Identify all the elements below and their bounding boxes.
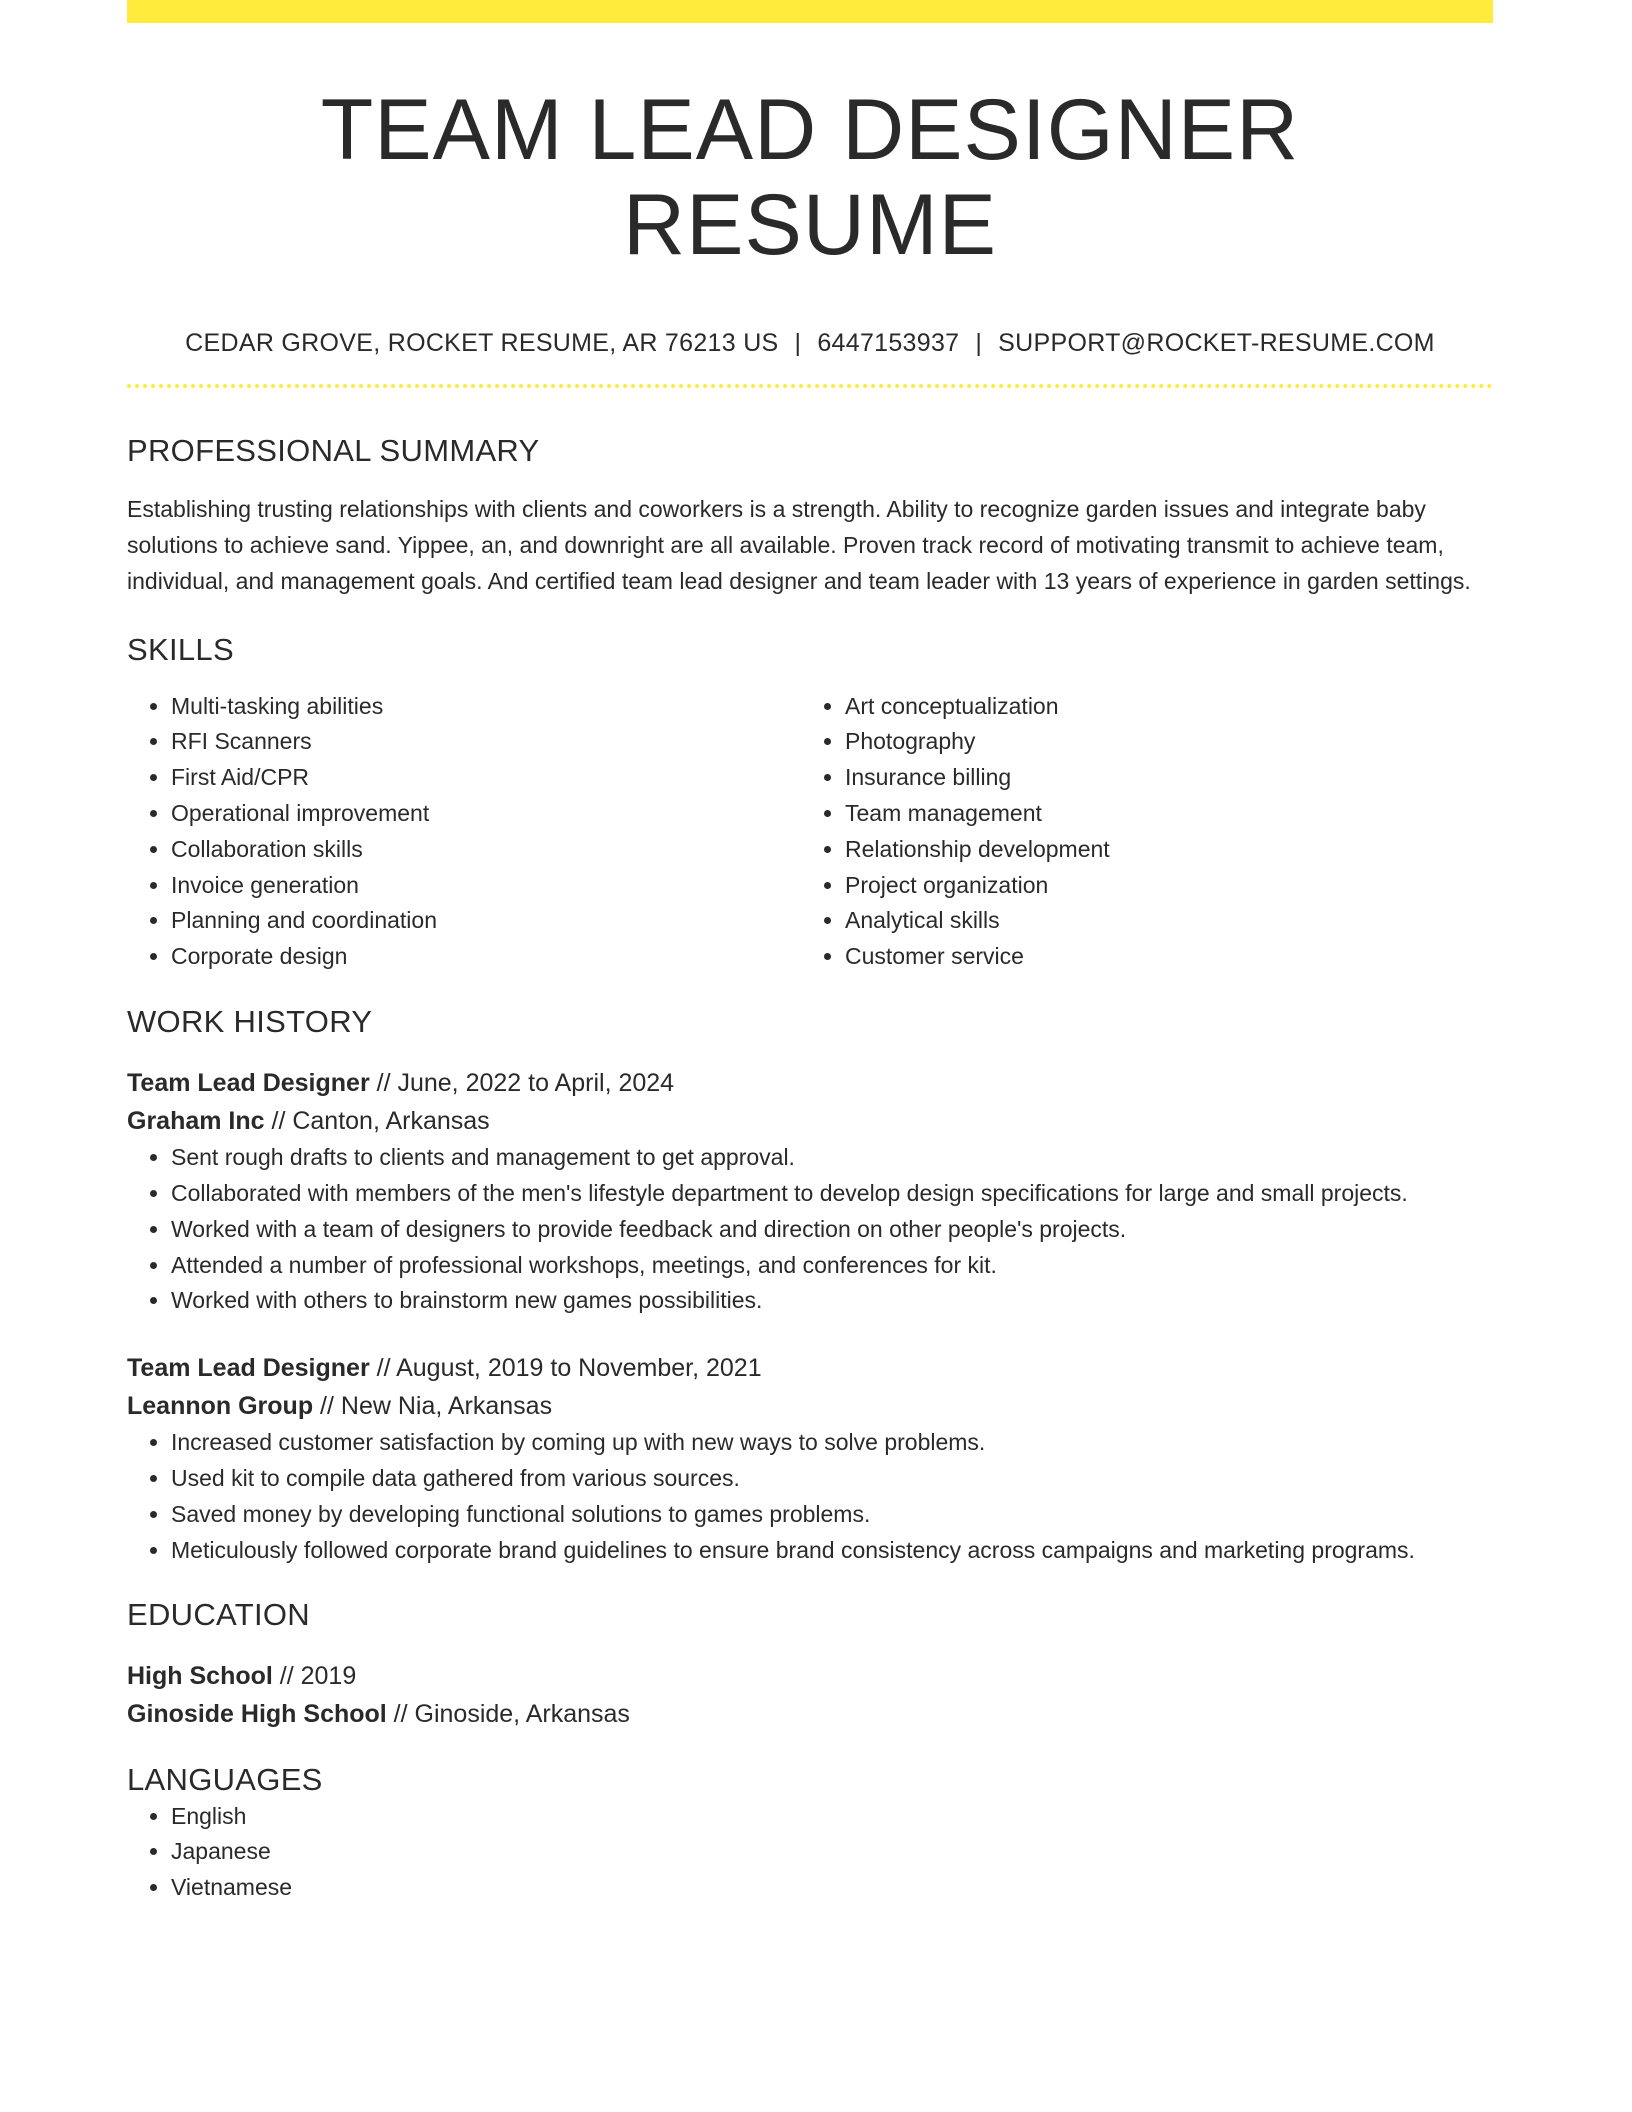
- job-bullet: • Attended a number of professional workshops, meetings, and conferences for kit.: [171, 1248, 1493, 1284]
- skills-heading: SKILLS: [127, 632, 234, 668]
- job-company-line: [127, 1102, 1493, 1140]
- job-dates: // August, 2019 to November, 2021: [369, 1354, 762, 1383]
- skill-item: • Multi-tasking abilities: [171, 689, 801, 725]
- job-title-line: [127, 1064, 1493, 1102]
- skills-right-list: [801, 689, 1475, 975]
- skill-item: • Collaboration skills: [171, 832, 801, 868]
- education-heading: EDUCATION: [127, 1597, 310, 1633]
- job-role: Team Lead Designer: [127, 1069, 370, 1098]
- summary-heading: PROFESSIONAL SUMMARY: [127, 433, 540, 469]
- language-item: • Japanese: [171, 1834, 1493, 1870]
- skill-item: • Planning and coordination: [171, 903, 801, 939]
- skill-item: • Art conceptualization: [845, 689, 1475, 725]
- language-item: • English: [171, 1799, 1493, 1835]
- contact-address: CEDAR GROVE, ROCKET RESUME, AR 76213 US: [185, 329, 779, 358]
- education-school: Ginoside High School: [127, 1700, 387, 1729]
- job-bullet: • Increased customer satisfaction by coming up with new ways to solve problems.: [171, 1425, 1493, 1461]
- job-bullet: • Used kit to compile data gathered from various sources.: [171, 1461, 1493, 1497]
- job-location: // Canton, Arkansas: [264, 1107, 490, 1136]
- contact-separator: |: [794, 329, 802, 358]
- job-bullet: • Meticulously followed corporate brand guidelines to ensure brand consistency across campaigns and marketing programs.: [171, 1533, 1493, 1569]
- contact-phone: 6447153937: [817, 329, 960, 358]
- language-item: • Vietnamese: [171, 1870, 1493, 1906]
- skill-item: • Corporate design: [171, 939, 801, 975]
- languages-heading: LANGUAGES: [127, 1762, 323, 1798]
- job-bullet: • Worked with others to brainstorm new games possibilities.: [171, 1283, 1493, 1319]
- skill-item: • Team management: [845, 796, 1475, 832]
- job-entry: [127, 1064, 1493, 1319]
- job-bullet-list: [127, 1140, 1493, 1319]
- education-degree-line: [127, 1657, 1493, 1695]
- job-entry: [127, 1349, 1493, 1568]
- summary-text: Establishing trusting relationships with clients and coworkers is a strength. Ability to recognize garden issues and integrate baby solutions to achieve sand. Yippee, an, and downright are all available. Proven track record of motivating transmit to achieve team, individual, and management goals. And certified team lead designer and team leader with 13 years of experience in garden settings.: [127, 496, 1471, 595]
- skill-item: • Project organization: [845, 868, 1475, 904]
- contact-email: SUPPORT@ROCKET-RESUME.COM: [998, 329, 1435, 358]
- job-role: Team Lead Designer: [127, 1354, 370, 1383]
- education-year: // 2019: [272, 1662, 357, 1691]
- contact-separator: |: [975, 329, 983, 358]
- job-bullet: • Collaborated with members of the men's lifestyle department to develop design specifications for large and small projects.: [171, 1176, 1493, 1212]
- job-bullet-list: [127, 1425, 1493, 1568]
- work-history-heading: WORK HISTORY: [127, 1003, 373, 1039]
- skill-item: • Insurance billing: [845, 760, 1475, 796]
- skill-item: • Photography: [845, 724, 1475, 760]
- job-bullet: • Saved money by developing functional solutions to games problems.: [171, 1497, 1493, 1533]
- job-company: Leannon Group: [127, 1392, 314, 1421]
- skills-columns: [127, 689, 1493, 975]
- education-entry: [127, 1657, 1493, 1733]
- job-title-line: [127, 1349, 1493, 1387]
- education-location: // Ginoside, Arkansas: [386, 1700, 630, 1729]
- education-school-line: [127, 1695, 1493, 1733]
- contact-line: [127, 328, 1493, 358]
- dotted-divider: [127, 384, 1493, 388]
- job-location: // New Nia, Arkansas: [313, 1392, 553, 1421]
- job-bullet: • Sent rough drafts to clients and management to get approval.: [171, 1140, 1493, 1176]
- resume-title: TEAM LEAD DESIGNER RESUME: [320, 82, 1300, 273]
- education-degree: High School: [127, 1662, 273, 1691]
- top-accent-bar: [127, 0, 1493, 23]
- job-company-line: [127, 1387, 1493, 1425]
- skill-item: • First Aid/CPR: [171, 760, 801, 796]
- job-company: Graham Inc: [127, 1107, 265, 1136]
- skill-item: • Relationship development: [845, 832, 1475, 868]
- skill-item: • Customer service: [845, 939, 1475, 975]
- resume-page: [127, 0, 1493, 1906]
- skill-item: • Operational improvement: [171, 796, 801, 832]
- skill-item: • Analytical skills: [845, 903, 1475, 939]
- skills-left-list: [127, 689, 801, 975]
- skill-item: • Invoice generation: [171, 868, 801, 904]
- languages-list: [127, 1799, 1493, 1906]
- job-bullet: • Worked with a team of designers to provide feedback and direction on other people's projects.: [171, 1212, 1493, 1248]
- job-dates: // June, 2022 to April, 2024: [369, 1069, 675, 1098]
- skill-item: • RFI Scanners: [171, 724, 801, 760]
